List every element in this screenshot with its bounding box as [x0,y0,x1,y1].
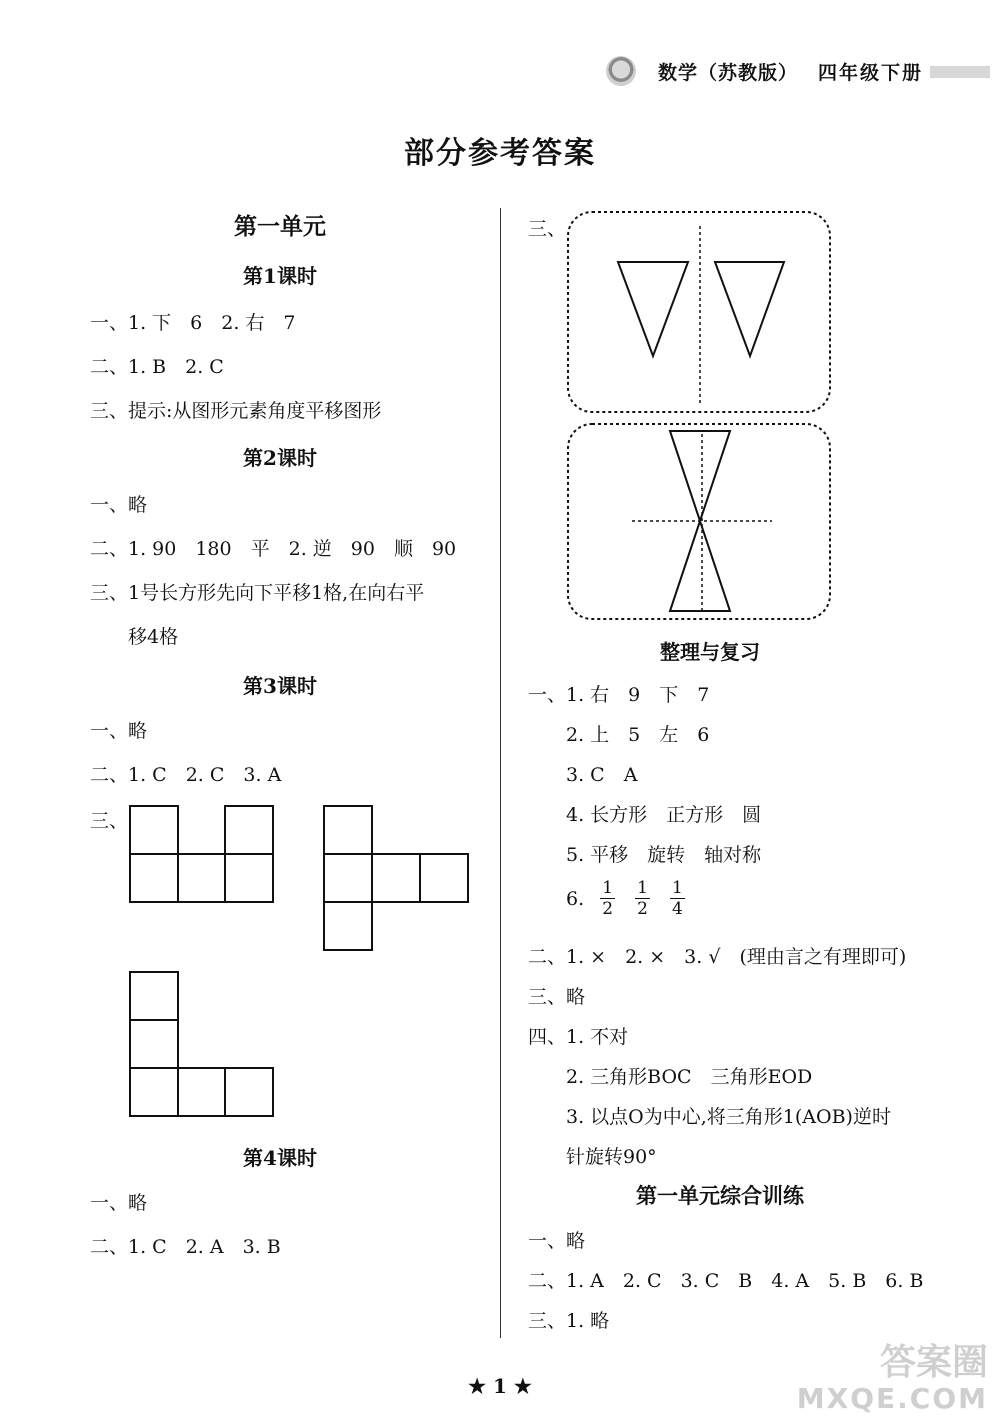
review-line: 3. C A [528,764,638,786]
column-divider [500,208,501,1338]
review-item6 [566,878,699,919]
review-line: 2. 上 5 左 6 [528,724,710,746]
lesson1-line: 一、1. 下 6 2. 右 7 [90,312,296,334]
lesson3-line: 二、1. C 2. C 3. A [90,764,282,786]
header-decoration [930,66,990,78]
lesson4-line: 一、略 [90,1192,148,1214]
review-line: 二、1. × 2. × 3. √ (理由言之有理即可) [528,946,907,968]
review-line: 四、1. 不对 [528,1026,629,1048]
review-line: 5. 平移 旋转 轴对称 [528,844,762,866]
page-header [600,56,990,86]
review-line: 针旋转90° [528,1146,657,1168]
square-net-figures [120,798,480,1158]
lesson2-line: 二、1. 90 180 平 2. 逆 90 顺 90 [90,538,457,560]
lesson4-title: 第4课时 [243,1146,317,1170]
review-line: 三、略 [528,986,586,1008]
lesson3-label-three: 三、 [90,810,129,832]
lesson3-title: 第3课时 [243,674,317,698]
training-title: 第一单元综合训练 [636,1183,804,1208]
header-grade: 四年级下册 [818,62,924,84]
review-line: 一、1. 右 9 下 7 [528,684,710,706]
lesson1-line: 二、1. B 2. C [90,356,224,378]
fraction: $\frac{1}{2}$ [637,878,648,919]
review-line: 3. 以点O为中心,将三角形1(AOB)逆时 [528,1106,891,1128]
header-subject: 数学（苏教版） [658,62,799,84]
page-title: 部分参考答案 [404,136,596,171]
review-title: 整理与复习 [660,640,760,664]
training-line: 二、1. A 2. C 3. C B 4. A 5. B 6. B [528,1270,924,1292]
watermark [796,1342,988,1417]
lesson1-title: 第1课时 [243,264,317,288]
training-line: 三、1. 略 [528,1310,610,1332]
lesson2-line: 移4格 [90,626,179,648]
review-line: 4. 长方形 正方形 圆 [528,804,762,826]
lesson3-line: 一、略 [90,720,148,742]
lesson2-line: 三、1号长方形先向下平移1格,在向右平 [90,582,425,604]
right-label-three: 三、 [528,218,567,240]
page-number: ★ 1 ★ [468,1374,532,1398]
unit-title: 第一单元 [234,213,326,240]
symmetry-figures [560,206,840,626]
watermark-logo: 答案圈 [879,1342,988,1383]
watermark-url: MXQE.COM [796,1382,988,1415]
lesson1-line: 三、提示:从图形元素角度平移图形 [90,400,382,422]
lesson2-line: 一、略 [90,494,148,516]
sun-logo-icon [606,56,636,86]
fraction: $\frac{1}{4}$ [671,878,683,919]
training-line: 一、略 [528,1230,586,1252]
review-line: 2. 三角形BOC 三角形EOD [528,1066,813,1088]
lesson2-title: 第2课时 [243,446,317,470]
lesson4-line: 二、1. C 2. A 3. B [90,1236,281,1258]
item6-label: 6. [566,887,585,910]
fraction: $\frac{1}{2}$ [602,878,614,919]
